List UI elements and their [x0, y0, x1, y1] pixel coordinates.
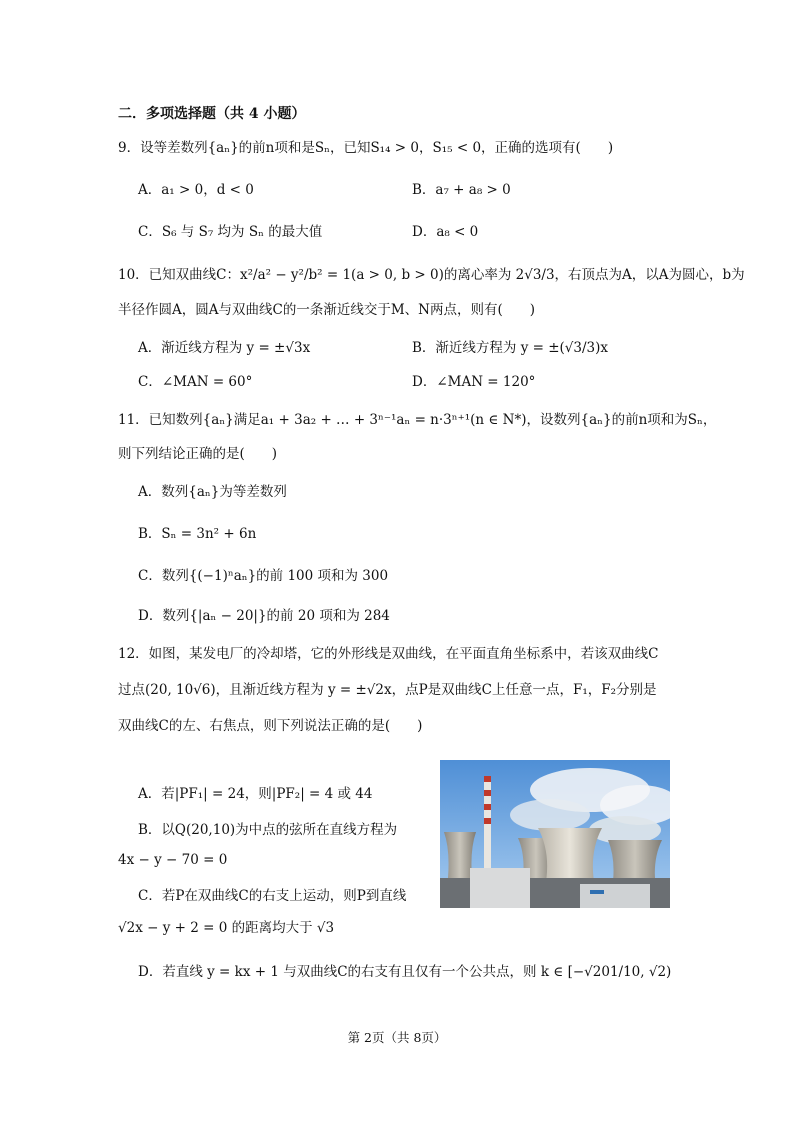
- q11-stem-line1: 11．已知数列{aₙ}满足a₁ + 3a₂ + … + 3ⁿ⁻¹aₙ = n·3ⁿ⁺¹(n ∈ N*)，设数列{aₙ}的前n项和为Sₙ，: [118, 412, 717, 428]
- q12-option-b-line1: B．以Q(20,10)为中点的弦所在直线方程为: [138, 822, 398, 838]
- q9-option-c: C．S₆ 与 S₇ 均为 Sₙ 的最大值: [138, 224, 323, 240]
- q11-option-a: A．数列{aₙ}为等差数列: [138, 484, 287, 500]
- q10-option-d: D．∠MAN = 120°: [412, 374, 536, 390]
- q9-option-d: D．a₈ < 0: [412, 224, 479, 240]
- q12-stem-line3: 双曲线C的左、右焦点，则下列说法正确的是( ): [118, 718, 423, 734]
- q12-stem-line2: 过点(20, 10√6)，且渐近线方程为 y = ±√2x，点P是双曲线C上任意一点，F₁，F₂分别是: [118, 682, 657, 698]
- q11-option-c: C．数列{(−1)ⁿaₙ}的前 100 项和为 300: [138, 568, 389, 584]
- q10-option-a: A．渐近线方程为 y = ±√3x: [138, 340, 311, 356]
- q10-option-c: C．∠MAN = 60°: [138, 374, 253, 390]
- q11-option-d: D．数列{|aₙ − 20|}的前 20 项和为 284: [138, 608, 390, 624]
- q10-stem-line1: 10．已知双曲线C：x²/a² − y²/b² = 1(a > 0, b > 0)的离心率为 2√3/3，右顶点为A，以A为圆心，b为: [118, 267, 745, 283]
- section-title: 二．多项选择题（共 4 小题）: [118, 106, 306, 122]
- cooling-tower-photo: [440, 760, 670, 908]
- q12-option-a: A．若|PF₁| = 24，则|PF₂| = 4 或 44: [138, 786, 373, 802]
- q10-stem-line2: 半径作圆A，圆A与双曲线C的一条渐近线交于M、N两点，则有( ): [118, 302, 535, 318]
- q12-option-c-line2: √2x − y + 2 = 0 的距离均大于 √3: [118, 920, 335, 936]
- q12-option-d: D．若直线 y = kx + 1 与双曲线C的右支有且仅有一个公共点，则 k ∈ [−√201/10, √2): [138, 964, 672, 980]
- q11-option-b: B．Sₙ = 3n² + 6n: [138, 526, 257, 542]
- q12-option-b-line2: 4x − y − 70 = 0: [118, 852, 228, 868]
- q12-stem-line1: 12．如图，某发电厂的冷却塔，它的外形线是双曲线，在平面直角坐标系中，若该双曲线C: [118, 646, 659, 662]
- q9-stem: 9．设等差数列{aₙ}的前n项和是Sₙ，已知S₁₄ > 0，S₁₅ < 0，正确的选项有( ): [118, 140, 614, 156]
- q11-stem-line2: 则下列结论正确的是( ): [118, 446, 278, 462]
- q10-option-b: B．渐近线方程为 y = ±(√3/3)x: [412, 340, 609, 356]
- q9-option-b: B．a₇ + a₈ > 0: [412, 182, 511, 198]
- page-footer: 第 2页（共 8页）: [347, 1030, 447, 1045]
- q9-option-a: A．a₁ > 0，d < 0: [138, 182, 254, 198]
- q12-option-c-line1: C．若P在双曲线C的右支上运动，则P到直线: [138, 888, 407, 904]
